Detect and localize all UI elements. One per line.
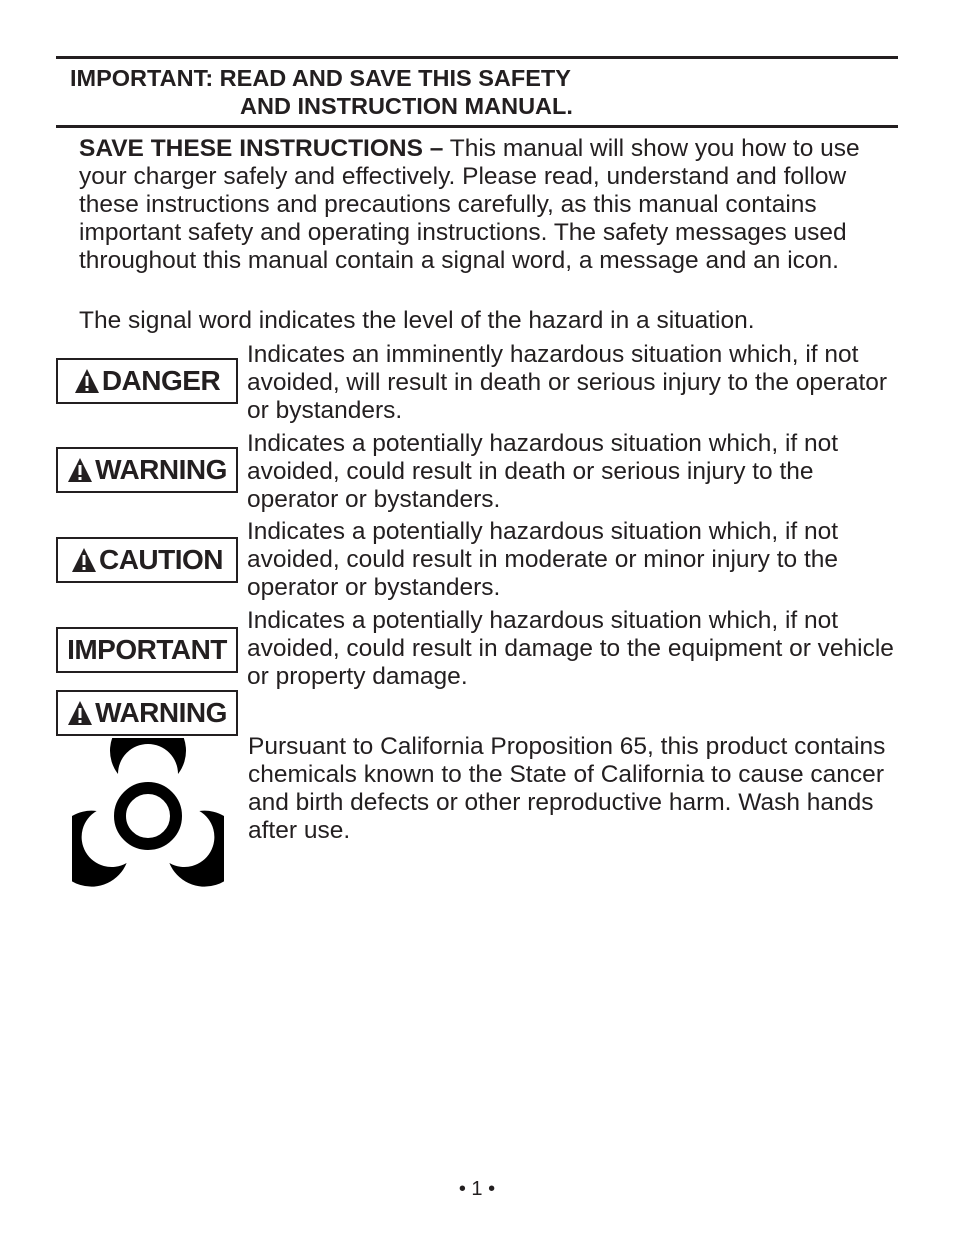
header-line-2: AND INSTRUCTION MANUAL. [240, 93, 573, 119]
warning-label [56, 447, 238, 493]
important-label-text: IMPORTANT [67, 634, 227, 665]
important-label [56, 627, 238, 673]
warning-label-text: WARNING [95, 454, 227, 485]
danger-label-text: DANGER [101, 365, 221, 396]
header-line-1: IMPORTANT: READ AND SAVE THIS SAFETY [70, 65, 571, 91]
danger-description: Indicates an imminently hazardous situation which, if not avoided, will result in death or serious injury to the operator or bystanders. [247, 341, 888, 424]
caution-label-text: CAUTION [98, 544, 224, 575]
page-number: • 1 • [458, 1178, 496, 1200]
signal-intro: The signal word indicates the level of the hazard in a situation. [79, 307, 755, 334]
alert-triangle-icon [74, 368, 100, 394]
alert-triangle-icon [67, 700, 93, 726]
intro-paragraph [79, 135, 899, 275]
danger-label [56, 358, 238, 404]
top-rule [56, 56, 898, 59]
caution-description: Indicates a potentially hazardous situation which, if not avoided, could result in moderate or minor injury to the operator or bystanders. [247, 518, 839, 601]
important-description: Indicates a potentially hazardous situation which, if not avoided, could result in damage to the equipment or vehicle or property damage. [247, 607, 894, 690]
alert-triangle-icon [71, 547, 97, 573]
header-rule [56, 125, 898, 128]
alert-triangle-icon [67, 457, 93, 483]
prop65-warning-label [56, 690, 238, 736]
intro-bold-lead: SAVE THESE INSTRUCTIONS – [79, 135, 444, 162]
biohazard-icon [72, 738, 224, 888]
warning-description: Indicates a potentially hazardous situation which, if not avoided, could result in death or serious injury to the operator or bystanders. [247, 430, 839, 513]
caution-label [56, 537, 238, 583]
intro-text: This manual will show you how to use your charger safely and effectively. Please read, understand and follow these instructions and precautions carefully, as this manual contains important safety and operating instructions. The safety messages used throughout this manual contain a signal word, a message and an icon. [79, 135, 860, 274]
prop65-text: Pursuant to California Proposition 65, this product contains chemicals known to the State of California to cause cancer and birth defects or other reproductive harm. Wash hands after use. [248, 733, 886, 844]
prop65-label-text: WARNING [95, 697, 227, 728]
page-header [70, 64, 573, 120]
